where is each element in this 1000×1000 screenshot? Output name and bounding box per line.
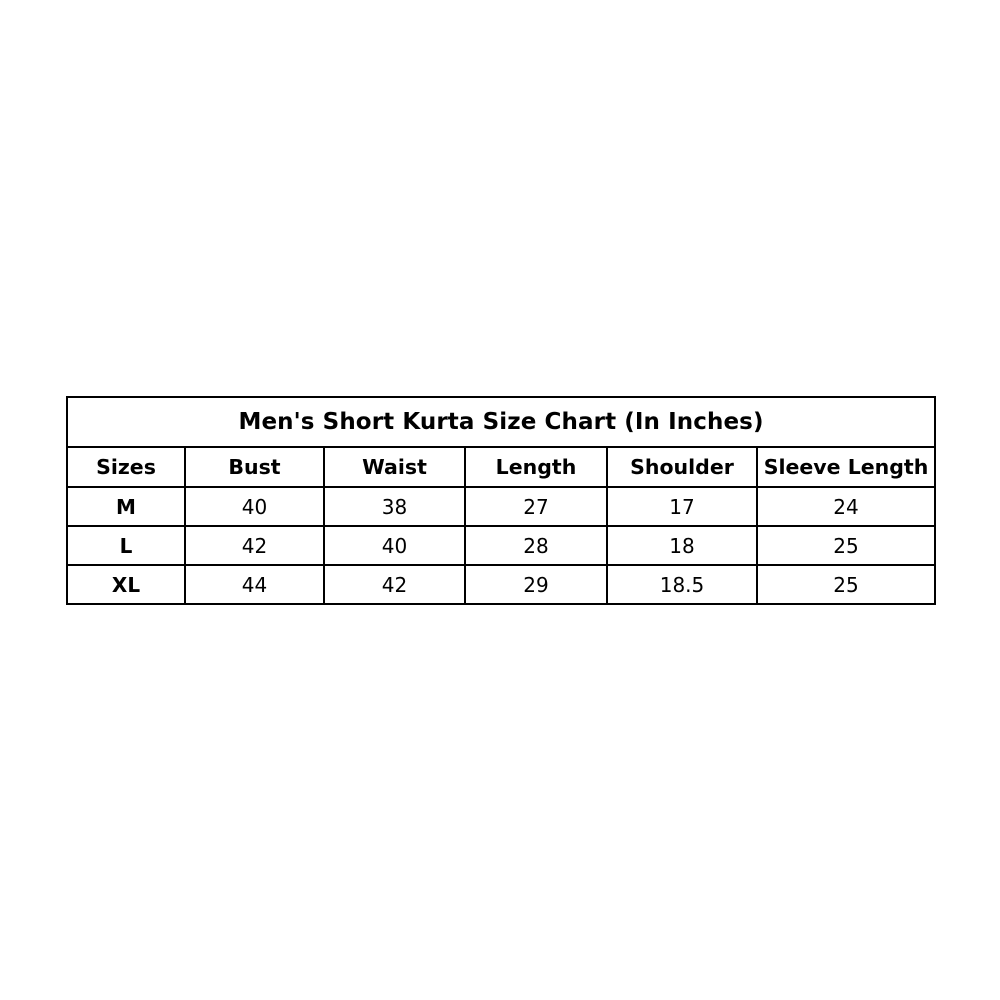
column-header-length: Length [465,447,607,487]
cell-size: XL [67,565,185,604]
page-title: Men's Short Kurta Size Chart (In Inches) [67,397,935,447]
cell-length: 27 [465,487,607,526]
cell-bust: 42 [185,526,324,565]
table-row [67,565,935,604]
column-header-waist: Waist [324,447,465,487]
table-header-row [67,447,935,487]
cell-size: M [67,487,185,526]
cell-shoulder: 18.5 [607,565,757,604]
cell-shoulder: 18 [607,526,757,565]
cell-sleeve-length: 25 [757,565,935,604]
cell-length: 28 [465,526,607,565]
column-header-bust: Bust [185,447,324,487]
column-header-sizes: Sizes [67,447,185,487]
cell-waist: 38 [324,487,465,526]
table-row [67,487,935,526]
cell-bust: 40 [185,487,324,526]
cell-waist: 42 [324,565,465,604]
cell-sleeve-length: 24 [757,487,935,526]
cell-shoulder: 17 [607,487,757,526]
column-header-sleeve-length: Sleeve Length [757,447,935,487]
cell-bust: 44 [185,565,324,604]
table-row [67,526,935,565]
cell-sleeve-length: 25 [757,526,935,565]
table-title-row [67,397,935,447]
size-chart-container [66,396,934,605]
cell-waist: 40 [324,526,465,565]
cell-length: 29 [465,565,607,604]
column-header-shoulder: Shoulder [607,447,757,487]
cell-size: L [67,526,185,565]
size-chart-table [66,396,936,605]
